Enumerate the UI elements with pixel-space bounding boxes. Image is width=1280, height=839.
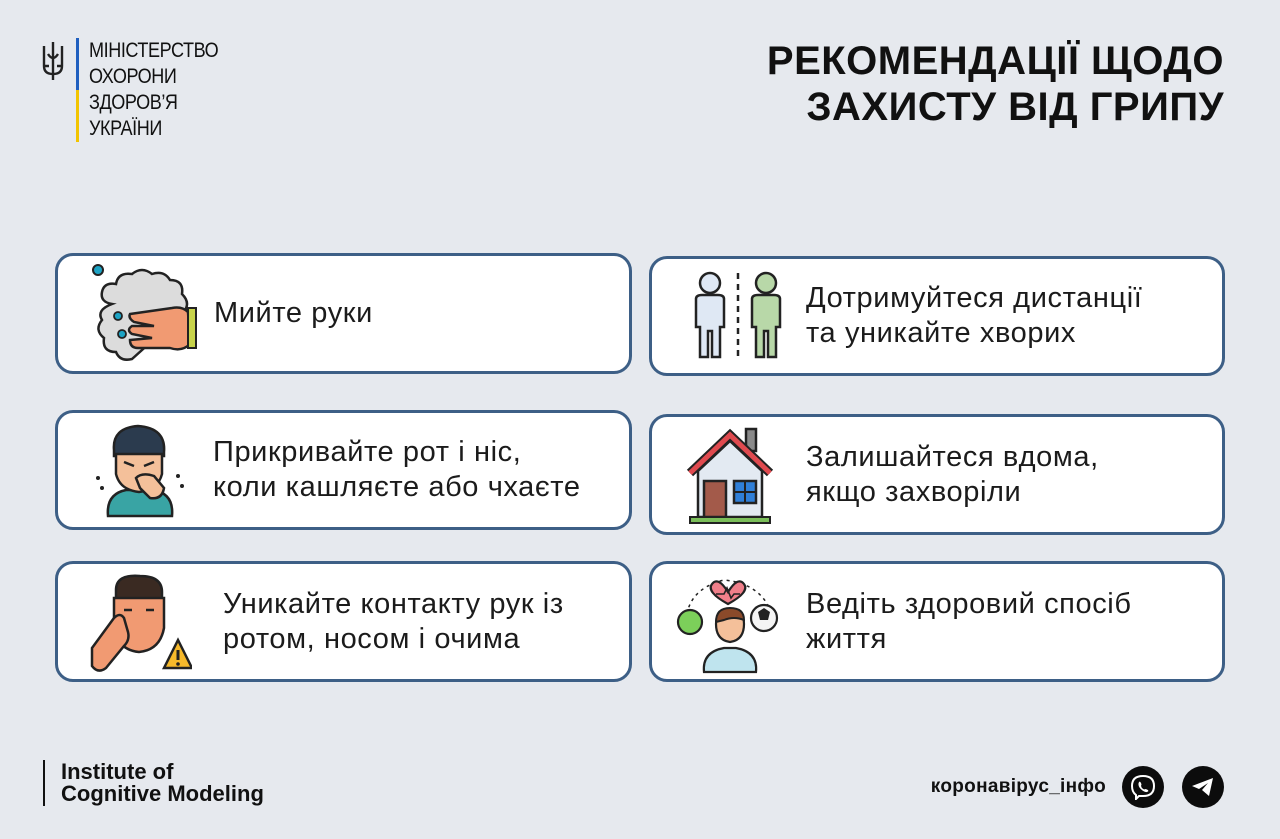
ministry-name-line: ОХОРОНИ: [89, 65, 177, 88]
card-wash-hands: [55, 253, 632, 374]
card-text-line: Мийте руки: [214, 297, 373, 329]
trident-icon: [40, 40, 66, 82]
card-text-line: якщо захворіли: [806, 475, 1022, 508]
card-text: [806, 440, 1099, 510]
face-touch-warning-icon: [88, 570, 192, 674]
title-line-1: РЕКОМЕНДАЦІЇ ЩОДО: [766, 39, 1224, 83]
viber-icon[interactable]: [1122, 766, 1164, 808]
institute-name: [61, 761, 264, 805]
card-avoid-face-touch: [55, 561, 632, 682]
channel-name[interactable]: коронавірус_інфо: [930, 776, 1106, 797]
card-text-line: та уникайте хворих: [806, 317, 1076, 349]
distance-icon: [690, 271, 786, 361]
card-text: [213, 435, 581, 505]
card-healthy-lifestyle: [649, 561, 1225, 682]
card-text-line: Ведіть здоровий спосіб: [806, 587, 1132, 620]
card-text-line: Залишайтеся вдома,: [806, 440, 1099, 473]
institute-name-line-1: Institute of: [61, 759, 174, 784]
card-text-line: коли кашляєте або чхаєте: [213, 471, 581, 503]
card-text: [214, 296, 373, 331]
logo-color-bar: [76, 38, 79, 142]
card-cover-mouth: [55, 410, 632, 530]
ministry-name-line: ЗДОРОВ’Я: [89, 91, 178, 114]
card-text: [806, 587, 1132, 657]
hand-wash-icon: [92, 264, 202, 364]
healthy-lifestyle-icon: [674, 570, 784, 674]
card-text: [806, 281, 1142, 351]
card-text-line: Дотримуйтеся дистанції: [806, 282, 1143, 314]
telegram-icon[interactable]: [1182, 766, 1224, 808]
title-line-2: ЗАХИСТУ ВІД ГРИПУ: [806, 85, 1224, 129]
card-text-line: Уникайте контакту рук із: [223, 587, 564, 620]
page-title: [767, 38, 1224, 130]
institute-bar: [43, 760, 45, 806]
card-text-line: життя: [806, 622, 887, 655]
card-text: [223, 587, 564, 657]
cough-icon: [92, 420, 188, 520]
ministry-name-line: МІНІСТЕРСТВО: [89, 39, 219, 62]
card-stay-home: [649, 414, 1225, 535]
card-keep-distance: [649, 256, 1225, 376]
card-text-line: Прикривайте рот і ніс,: [213, 436, 522, 468]
ministry-name-line: УКРАЇНИ: [89, 117, 162, 140]
institute-logo: [43, 760, 264, 806]
ministry-logo: [40, 38, 239, 142]
institute-name-line-2: Cognitive Modeling: [61, 781, 264, 806]
ministry-name: [89, 38, 218, 142]
house-icon: [684, 425, 776, 525]
card-text-line: ротом, носом і очима: [223, 622, 521, 655]
